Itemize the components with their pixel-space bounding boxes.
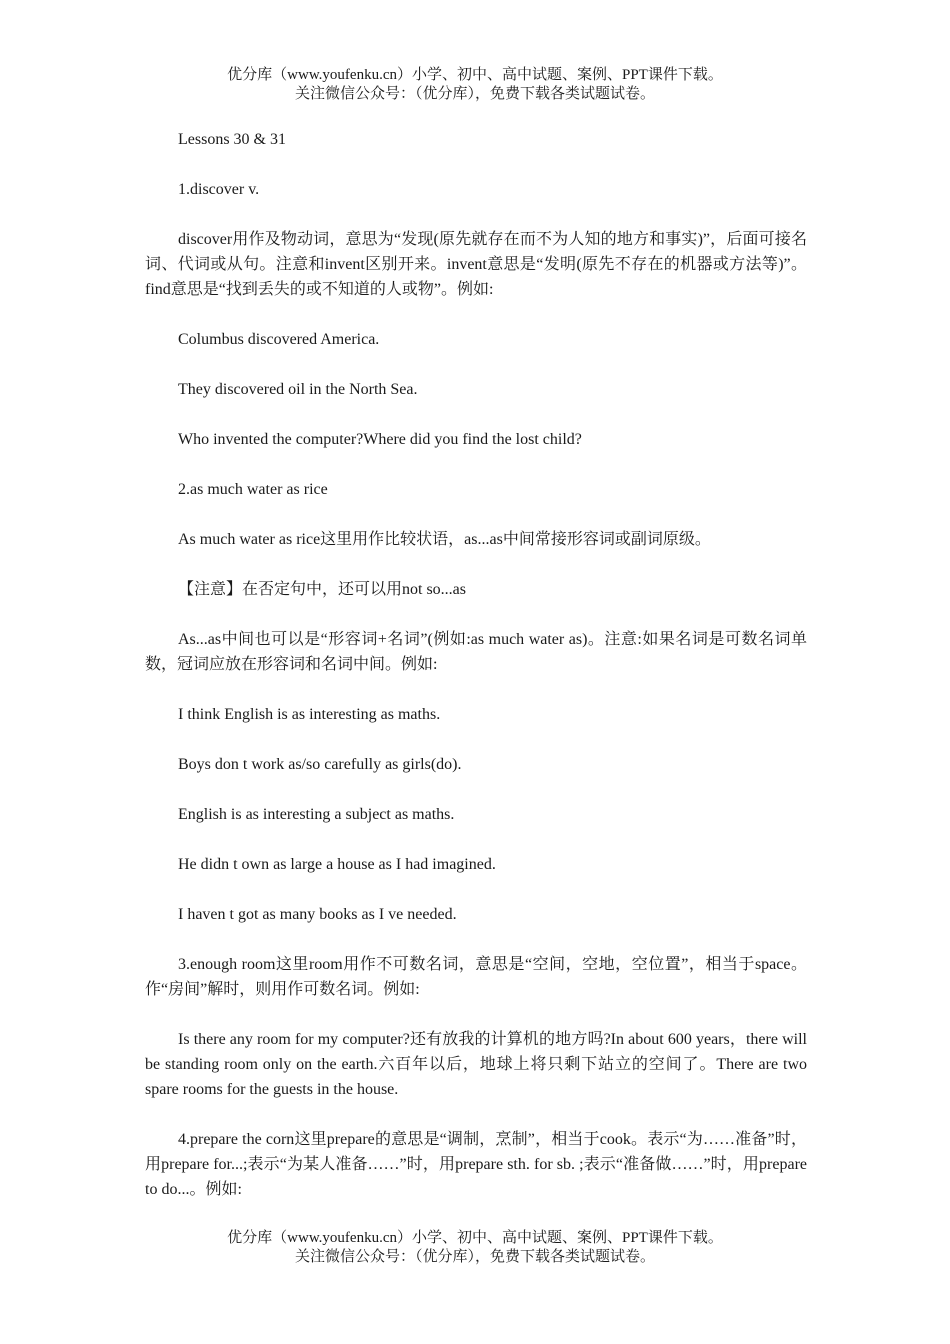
section-1-example-1: Columbus discovered America. bbox=[178, 331, 380, 348]
section-2-example-3: English is as interesting a subject as maths. bbox=[178, 806, 455, 823]
section-3-explanation: 3.enough room这里room用作不可数名词，意思是“空间，空地，空位置”，相当于space。作“房间”解时，则用作可数名词。例如: bbox=[145, 956, 807, 998]
section-2-example-1: I think English is as interesting as maths. bbox=[178, 706, 441, 723]
section-1-example-3: Who invented the computer?Where did you find the lost child? bbox=[178, 431, 582, 448]
section-2-example-2: Boys don t work as/so carefully as girls(do). bbox=[178, 756, 462, 773]
document-body bbox=[145, 127, 807, 1202]
section-2-note: 【注意】在否定句中，还可以用not so...as bbox=[178, 581, 467, 598]
section-2-explanation-2: As...as中间也可以是“形容词+名词”(例如:as much water as)。注意:如果名词是可数名词单数，冠词应放在形容词和名词中间。例如: bbox=[145, 631, 807, 673]
section-2-example-4: He didn t own as large a house as I had imagined. bbox=[178, 856, 496, 873]
header-line-1: 优分库（www.youfenku.cn）小学、初中、高中试题、案例、PPT课件下载。 bbox=[227, 67, 723, 83]
lesson-title: Lessons 30 & 31 bbox=[178, 131, 286, 148]
footer-line-2: 关注微信公众号：（优分库），免费下载各类试题试卷。 bbox=[294, 1249, 655, 1265]
section-3-examples: Is there any room for my computer?还有放我的计算机的地方吗?In about 600 years，there will be standing room only on the earth.六百年以后，地球上将只剩下站立的空间了。There are two spare rooms for the guests in the house. bbox=[145, 1031, 807, 1098]
section-2-example-5: I haven t got as many books as I ve needed. bbox=[178, 906, 457, 923]
footer-line-1: 优分库（www.youfenku.cn）小学、初中、高中试题、案例、PPT课件下载。 bbox=[227, 1230, 723, 1246]
header-line-2: 关注微信公众号：（优分库），免费下载各类试题试卷。 bbox=[294, 86, 655, 102]
page-header bbox=[0, 66, 950, 104]
section-2-explanation: As much water as rice这里用作比较状语，as...as中间常接形容词或副词原级。 bbox=[178, 531, 711, 548]
section-1-explanation: discover用作及物动词，意思为“发现(原先就存在而不为人知的地方和事实)”，后面可接名词、代词或从句。注意和invent区别开来。invent意思是“发明(原先不存在的机器或方法等)”。find意思是“找到丢失的或不知道的人或物”。例如: bbox=[145, 231, 807, 298]
page-footer bbox=[0, 1229, 950, 1267]
section-1-example-2: They discovered oil in the North Sea. bbox=[178, 381, 418, 398]
section-4-explanation: 4.prepare the corn这里prepare的意思是“调制，烹制”，相当于cook。表示“为……准备”时，用prepare for...;表示“为某人准备……”时，用prepare sth. for sb. ;表示“准备做……”时，用prepare to do...。例如: bbox=[145, 1131, 807, 1198]
section-2-heading: 2.as much water as rice bbox=[178, 481, 328, 498]
section-1-heading: 1.discover v. bbox=[178, 181, 260, 198]
